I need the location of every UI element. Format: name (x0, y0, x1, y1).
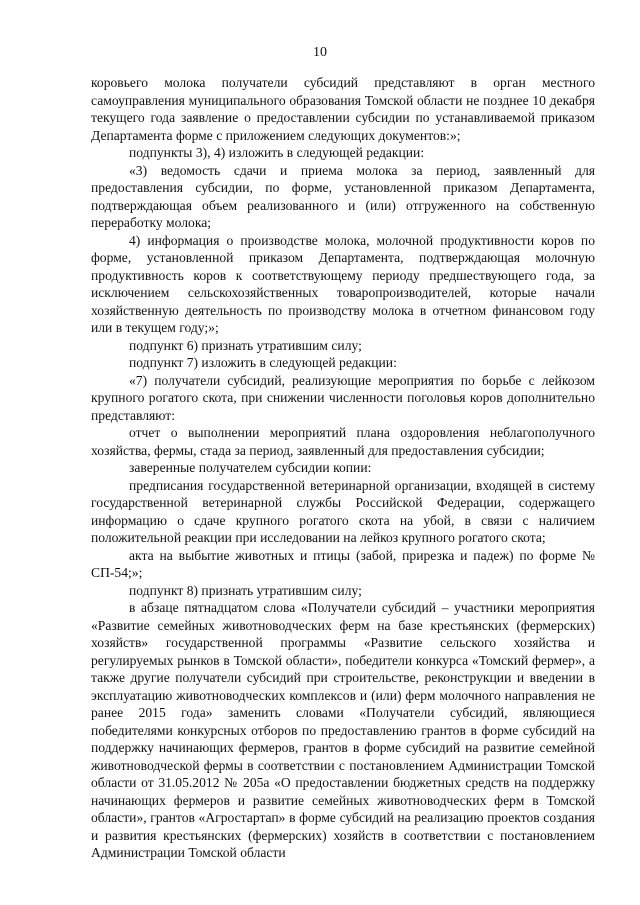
document-body (91, 74, 595, 862)
page-number: 10 (313, 45, 327, 60)
paragraph-item-7: «7) получатели субсидий, реализующие мероприятия по борьбе с лейкозом крупного рогатого скота, при снижении численности поголовья коров дополнительно представляют: (91, 372, 595, 423)
paragraph-prescriptions: предписания государственной ветеринарной организации, входящей в систему государственной ветеринарной службы Российской Федерации, содержащего информацию о сдаче крупного рогатого скота на убой, в связи с наличием положительной реакции при исследовании на лейкоз крупного рогатого скота; (91, 477, 595, 545)
paragraph-report: отчет о выполнении мероприятий плана оздоровления неблагополучного хозяйства, фермы, стада за период, заявленный для предоставления субсидии; (91, 425, 595, 458)
paragraph-item-4: 4) информация о производстве молока, молочной продуктивности коров по форме, установленной приказом Департамента, подтверждающая молочную продуктивность коров к соответствующему периоду предшествующего года, за исключением сельскохозяйственных товаропроизводителей, которые начали хозяйственную деятельность по производству молока в отчетном финансовом году или в текущем году;»; (91, 232, 595, 335)
paragraph-subitem-8: подпункт 8) признать утратившим силу; (129, 582, 362, 598)
paragraph-copies: заверенные получателем субсидии копии: (129, 460, 372, 475)
paragraph-fifteenth: в абзаце пятнадцатом слова «Получатели субсидий – участники мероприятия «Развитие семейных животноводческих ферм на базе крестьянских (фермерских) хозяйств» государственной программы «Развитие сельского хозяйства и регулируемых рынков в Томской области», победители конкурса «Томский фермер», а также другие получатели субсидий при строительстве, реконструкции и введении в эксплуатацию животноводческих комплексов и (или) ферм молочного направления не ранее 2015 года» заменить словами «Получатели субсидий, являющиеся победителями конкурсных отборов по предоставлению грантов в форме субсидий на поддержку начинающих фермеров, грантов в форме субсидий на развитие семейной животноводческой фермы в соответствии с постановлением Администрации Томской области от 31.05.2012 № 205а «О предоставлении бюджетных средств на поддержку начинающих фермеров и развитие семейных животноводческих ферм в Томской области», грантов «Агростартап» в форме субсидий на реализацию проектов создания и развития крестьянских (фермерских) хозяйств в соответствии с постановлением Администрации Томской области (91, 600, 595, 860)
paragraph-act: акта на выбытие животных и птицы (забой, прирезка и падеж) по форме № СП-54;»; (91, 547, 595, 580)
paragraph-subitem-7: подпункт 7) изложить в следующей редакции: (129, 355, 397, 370)
paragraph-continuation: коровьего молока получатели субсидий представляют в орган местного самоуправления муниципального образования Томской области не позднее 10 декабря текущего года заявление о предоставлении субсидии по устанавливаемой приказом Департамента форме с приложением следующих документов:»; (91, 75, 595, 143)
paragraph-item-3: «3) ведомость сдачи и приема молока за период, заявленный для предоставления субсидии, по форме, установленной приказом Департамента, подтверждающая объем реализованного и (или) отгруженного на собственную переработку молока; (91, 162, 595, 230)
paragraph-subitem-6: подпункт 6) признать утратившим силу; (129, 337, 362, 353)
paragraph-subitems-3-4: подпункты 3), 4) изложить в следующей редакции: (129, 145, 425, 160)
